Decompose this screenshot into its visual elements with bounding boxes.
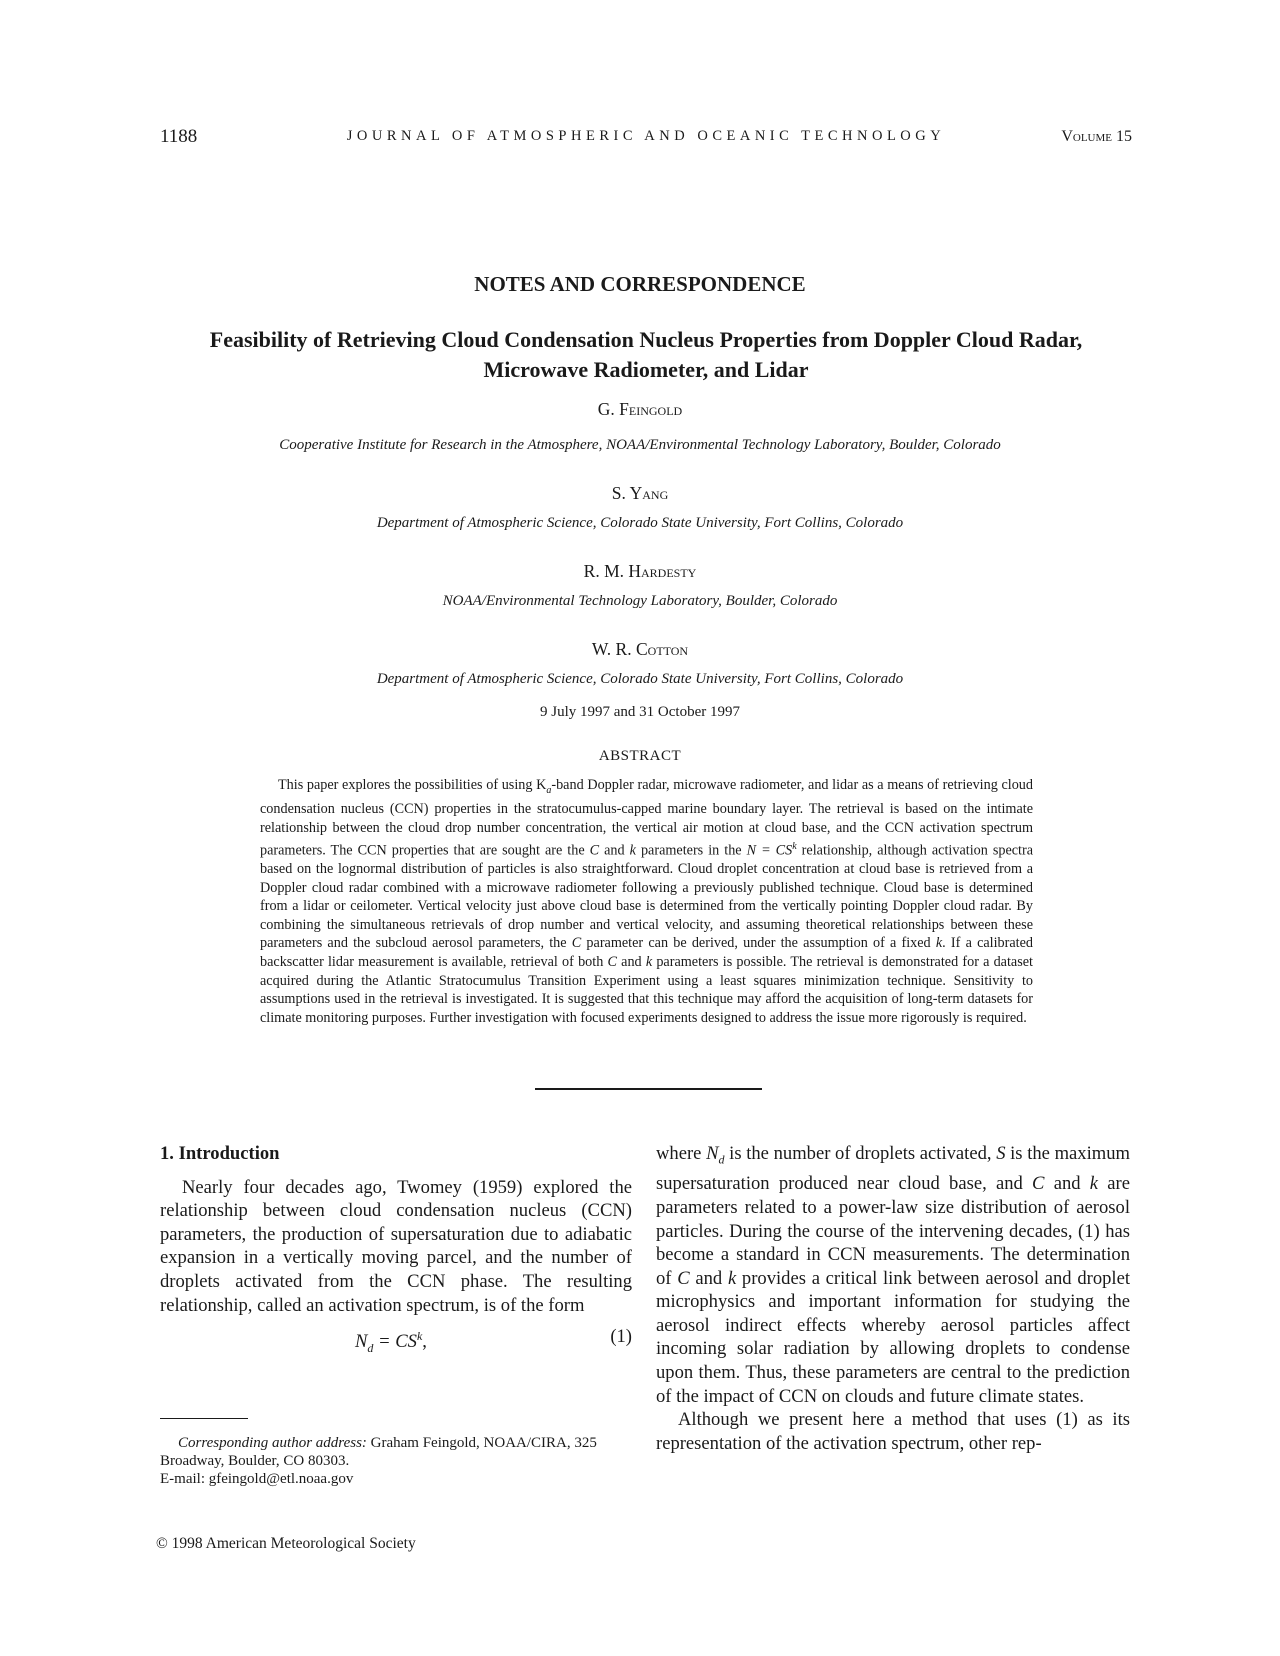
abstract-heading: ABSTRACT	[598, 748, 682, 764]
article-title: Feasibility of Retrieving Cloud Condensation Nucleus Properties from Doppler Cloud Radar, Microwave Radiometer, and Lidar	[209, 327, 1083, 382]
footnote-label: Corresponding author address:	[178, 1435, 367, 1451]
author-affiliation: NOAA/Environmental Technology Laboratory, Boulder, Colorado	[442, 593, 838, 609]
section-label: NOTES AND CORRESPONDENCE	[474, 272, 806, 296]
author-name: R. M. Hardesty	[583, 561, 697, 581]
footnote-email: E-mail: gfeingold@etl.noaa.gov	[160, 1471, 354, 1488]
footnote: Corresponding author address: Graham Feingold, NOAA/CIRA, 325 Broadway, Boulder, CO 80303. E-mail: gfeingold@etl.noaa.gov	[160, 1434, 636, 1489]
author-affiliation: Department of Atmospheric Science, Colorado State University, Fort Collins, Colorado	[376, 515, 904, 531]
body-paragraph: Although we present here a method that uses (1) as its representation of the activation spectrum, other rep-	[656, 1409, 1130, 1454]
intro-paragraph: Nearly four decades ago, Twomey (1959) explored the relationship between cloud condensation nucleus (CCN) parameters, the production of supersaturation due to adiabatic expansion in a vertically moving parcel, and the number of droplets activated from the CCN phase. The resulting relationship, called an activation spectrum, is of the form	[160, 1176, 632, 1316]
right-column	[656, 1142, 1130, 1455]
footnote-rule	[160, 1418, 248, 1419]
journal-name: JOURNAL OF ATMOSPHERIC AND OCEANIC TECHNOLOGY	[346, 128, 946, 144]
equation-number: (1)	[610, 1326, 632, 1348]
equation-body: $N_d = CS^k$,	[355, 1329, 427, 1356]
equation-1	[160, 1321, 632, 1355]
volume-label: Volume 15	[1061, 128, 1132, 145]
body-paragraph: where $N_d$ is the number of droplets activated, S is the maximum supersaturation produced near cloud base, and C and k are parameters related to a power-law size distribution of aerosol particles. During the course of the intervening decades, (1) has become a standard in CCN measurements. The determination of C and k provides a critical link between aerosol and droplet microphysics and important information for studying the aerosol indirect effects whereby aerosol particles affect incoming solar radiation by allowing droplets to condense upon them. Thus, these parameters are central to the prediction of the impact of CCN on clouds and future climate states.	[656, 1143, 1130, 1407]
page-number: 1188	[160, 126, 198, 147]
abstract-body: This paper explores the possibilities of using $K_a$-band Doppler radar, microwave radiometer, and lidar as a means of retrieving cloud condensation nucleus (CCN) properties in the stratocumulus-capped marine boundary layer. The retrieval is based on the intimate relationship between the cloud drop number concentration, the vertical air motion at cloud base, and the CCN activation spectrum parameters. The CCN properties that are sought are the C and k parameters in the $N = CS^k$ relationship, although activation spectra based on the lognormal distribution of particles is also straightforward. Cloud droplet concentration at cloud base is retrieved from a Doppler cloud radar combined with a microwave radiometer following a previously published technique. Cloud base is determined from a lidar or ceilometer. Vertical velocity just above cloud base is determined from the vertically pointing Doppler cloud radar. By combining the simultaneous retrievals of drop number and vertical velocity, and assuming theoretical relationships between these parameters and the subcloud aerosol parameters, the C parameter can be derived, under the assumption of a fixed k. If a calibrated backscatter lidar measurement is available, retrieval of both C and k parameters is possible. The retrieval is demonstrated for a dataset acquired during the Atlantic Stratocumulus Transition Experiment using a least squares minimization technique. Sensitivity to assumptions used in the retrieval is investigated. It is suggested that this technique may afford the acquisition of long-term datasets for climate monitoring purposes. Further investigation with focused experiments designed to address the issue more rigorously is required.	[260, 777, 1034, 1026]
section-divider	[535, 1088, 762, 1090]
received-dates: 9 July 1997 and 31 October 1997	[540, 704, 740, 720]
author-affiliation: Department of Atmospheric Science, Colorado State University, Fort Collins, Colorado	[376, 671, 904, 687]
left-column	[160, 1142, 632, 1355]
author-name: W. R. Cotton	[591, 639, 689, 659]
author-affiliation: Cooperative Institute for Research in the Atmosphere, NOAA/Environmental Technology Laboratory, Boulder, Colorado	[279, 437, 1001, 453]
author-name: S. Yang	[611, 483, 669, 503]
running-header	[160, 126, 1132, 154]
author-name: G. Feingold	[597, 399, 683, 419]
section-heading: 1. Introduction	[160, 1143, 280, 1164]
copyright-notice: © 1998 American Meteorological Society	[156, 1535, 416, 1552]
